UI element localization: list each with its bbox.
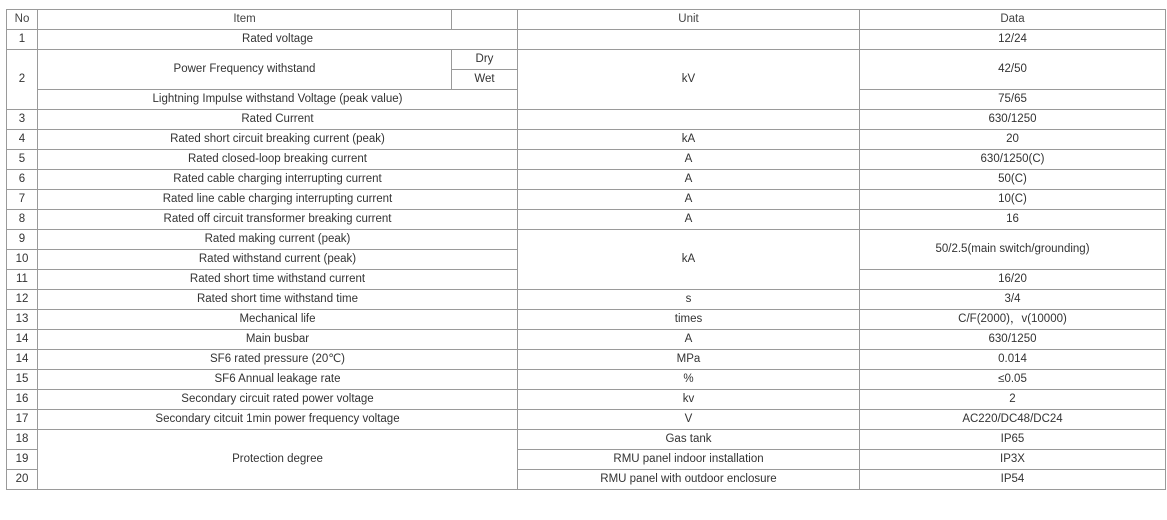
row-data: IP3X xyxy=(860,450,1166,470)
row-data: 12/24 xyxy=(860,30,1166,50)
row-item: SF6 rated pressure (20℃) xyxy=(38,350,518,370)
row-data: ≤0.05 xyxy=(860,370,1166,390)
row-unit: kV xyxy=(518,50,860,110)
row-data: 16/20 xyxy=(860,270,1166,290)
row-unit: A xyxy=(518,330,860,350)
row-unit: s xyxy=(518,290,860,310)
table-row xyxy=(7,390,1166,410)
table-row xyxy=(7,290,1166,310)
row-item: Rated making current (peak) xyxy=(38,230,518,250)
row-no: 14 xyxy=(7,330,38,350)
row-unit xyxy=(518,30,860,50)
row-data: IP65 xyxy=(860,430,1166,450)
row-data: 42/50 xyxy=(860,50,1166,90)
row-unit: RMU panel with outdoor enclosure xyxy=(518,470,860,490)
row-item: Rated short time withstand time xyxy=(38,290,518,310)
table-row xyxy=(7,170,1166,190)
row-unit: % xyxy=(518,370,860,390)
row-no: 15 xyxy=(7,370,38,390)
header-row xyxy=(7,10,1166,30)
row-unit: A xyxy=(518,150,860,170)
header-sub xyxy=(452,10,518,30)
row-unit: A xyxy=(518,190,860,210)
row-data: 2 xyxy=(860,390,1166,410)
row-no: 16 xyxy=(7,390,38,410)
row-data: 630/1250 xyxy=(860,330,1166,350)
row-no: 2 xyxy=(7,50,38,110)
table-row xyxy=(7,310,1166,330)
row-no: 4 xyxy=(7,130,38,150)
row-item: Rated voltage xyxy=(38,30,518,50)
row-unit xyxy=(518,110,860,130)
row-no: 3 xyxy=(7,110,38,130)
row-item: Power Frequency withstand xyxy=(38,50,452,90)
row-no: 11 xyxy=(7,270,38,290)
table-row xyxy=(7,30,1166,50)
row-unit: kA xyxy=(518,130,860,150)
row-sub-wet: Wet xyxy=(452,70,518,90)
row-unit: MPa xyxy=(518,350,860,370)
row-data: 0.014 xyxy=(860,350,1166,370)
row-item: Rated short circuit breaking current (peak) xyxy=(38,130,518,150)
row-data: C/F(2000)，v(10000) xyxy=(860,310,1166,330)
table-row xyxy=(7,210,1166,230)
table-row xyxy=(7,110,1166,130)
row-data: AC220/DC48/DC24 xyxy=(860,410,1166,430)
row-data: IP54 xyxy=(860,470,1166,490)
table-row xyxy=(7,410,1166,430)
header-data: Data xyxy=(860,10,1166,30)
table-row xyxy=(7,330,1166,350)
header-unit: Unit xyxy=(518,10,860,30)
table-row xyxy=(7,130,1166,150)
row-item: Rated line cable charging interrupting current xyxy=(38,190,518,210)
row-item: Main busbar xyxy=(38,330,518,350)
row-data: 3/4 xyxy=(860,290,1166,310)
table-row xyxy=(7,430,1166,450)
row-item: Secondary citcuit 1min power frequency voltage xyxy=(38,410,518,430)
row-no: 12 xyxy=(7,290,38,310)
row-no: 5 xyxy=(7,150,38,170)
header-no: No xyxy=(7,10,38,30)
row-item: Rated Current xyxy=(38,110,518,130)
spec-table xyxy=(6,9,1166,490)
row-no: 7 xyxy=(7,190,38,210)
row-item: SF6 Annual leakage rate xyxy=(38,370,518,390)
row-no: 17 xyxy=(7,410,38,430)
row-unit: V xyxy=(518,410,860,430)
row-item: Rated off circuit transformer breaking current xyxy=(38,210,518,230)
row-unit: A xyxy=(518,210,860,230)
row-item: Protection degree xyxy=(38,430,518,490)
row-data: 20 xyxy=(860,130,1166,150)
header-item: Item xyxy=(38,10,452,30)
row-no: 8 xyxy=(7,210,38,230)
table-row xyxy=(7,50,1166,70)
row-sub-dry: Dry xyxy=(452,50,518,70)
row-unit: kA xyxy=(518,230,860,290)
row-item: Lightning Impulse withstand Voltage (peak value) xyxy=(38,90,518,110)
row-item: Secondary circuit rated power voltage xyxy=(38,390,518,410)
row-data: 50/2.5(main switch/grounding) xyxy=(860,230,1166,270)
row-unit: times xyxy=(518,310,860,330)
row-no: 13 xyxy=(7,310,38,330)
row-no: 9 xyxy=(7,230,38,250)
row-unit: A xyxy=(518,170,860,190)
row-data: 630/1250 xyxy=(860,110,1166,130)
table-row xyxy=(7,230,1166,250)
row-data: 630/1250(C) xyxy=(860,150,1166,170)
row-data: 50(C) xyxy=(860,170,1166,190)
row-unit: RMU panel indoor installation xyxy=(518,450,860,470)
row-no: 14 xyxy=(7,350,38,370)
table-row xyxy=(7,150,1166,170)
row-no: 1 xyxy=(7,30,38,50)
row-item: Rated closed-loop breaking current xyxy=(38,150,518,170)
row-no: 20 xyxy=(7,470,38,490)
row-unit: kv xyxy=(518,390,860,410)
table-row xyxy=(7,190,1166,210)
row-no: 10 xyxy=(7,250,38,270)
table-row xyxy=(7,370,1166,390)
row-no: 6 xyxy=(7,170,38,190)
row-item: Mechanical life xyxy=(38,310,518,330)
row-no: 18 xyxy=(7,430,38,450)
row-data: 16 xyxy=(860,210,1166,230)
row-data: 10(C) xyxy=(860,190,1166,210)
table-row xyxy=(7,350,1166,370)
row-data: 75/65 xyxy=(860,90,1166,110)
row-item: Rated withstand current (peak) xyxy=(38,250,518,270)
row-unit: Gas tank xyxy=(518,430,860,450)
row-item: Rated cable charging interrupting current xyxy=(38,170,518,190)
row-item: Rated short time withstand current xyxy=(38,270,518,290)
row-no: 19 xyxy=(7,450,38,470)
